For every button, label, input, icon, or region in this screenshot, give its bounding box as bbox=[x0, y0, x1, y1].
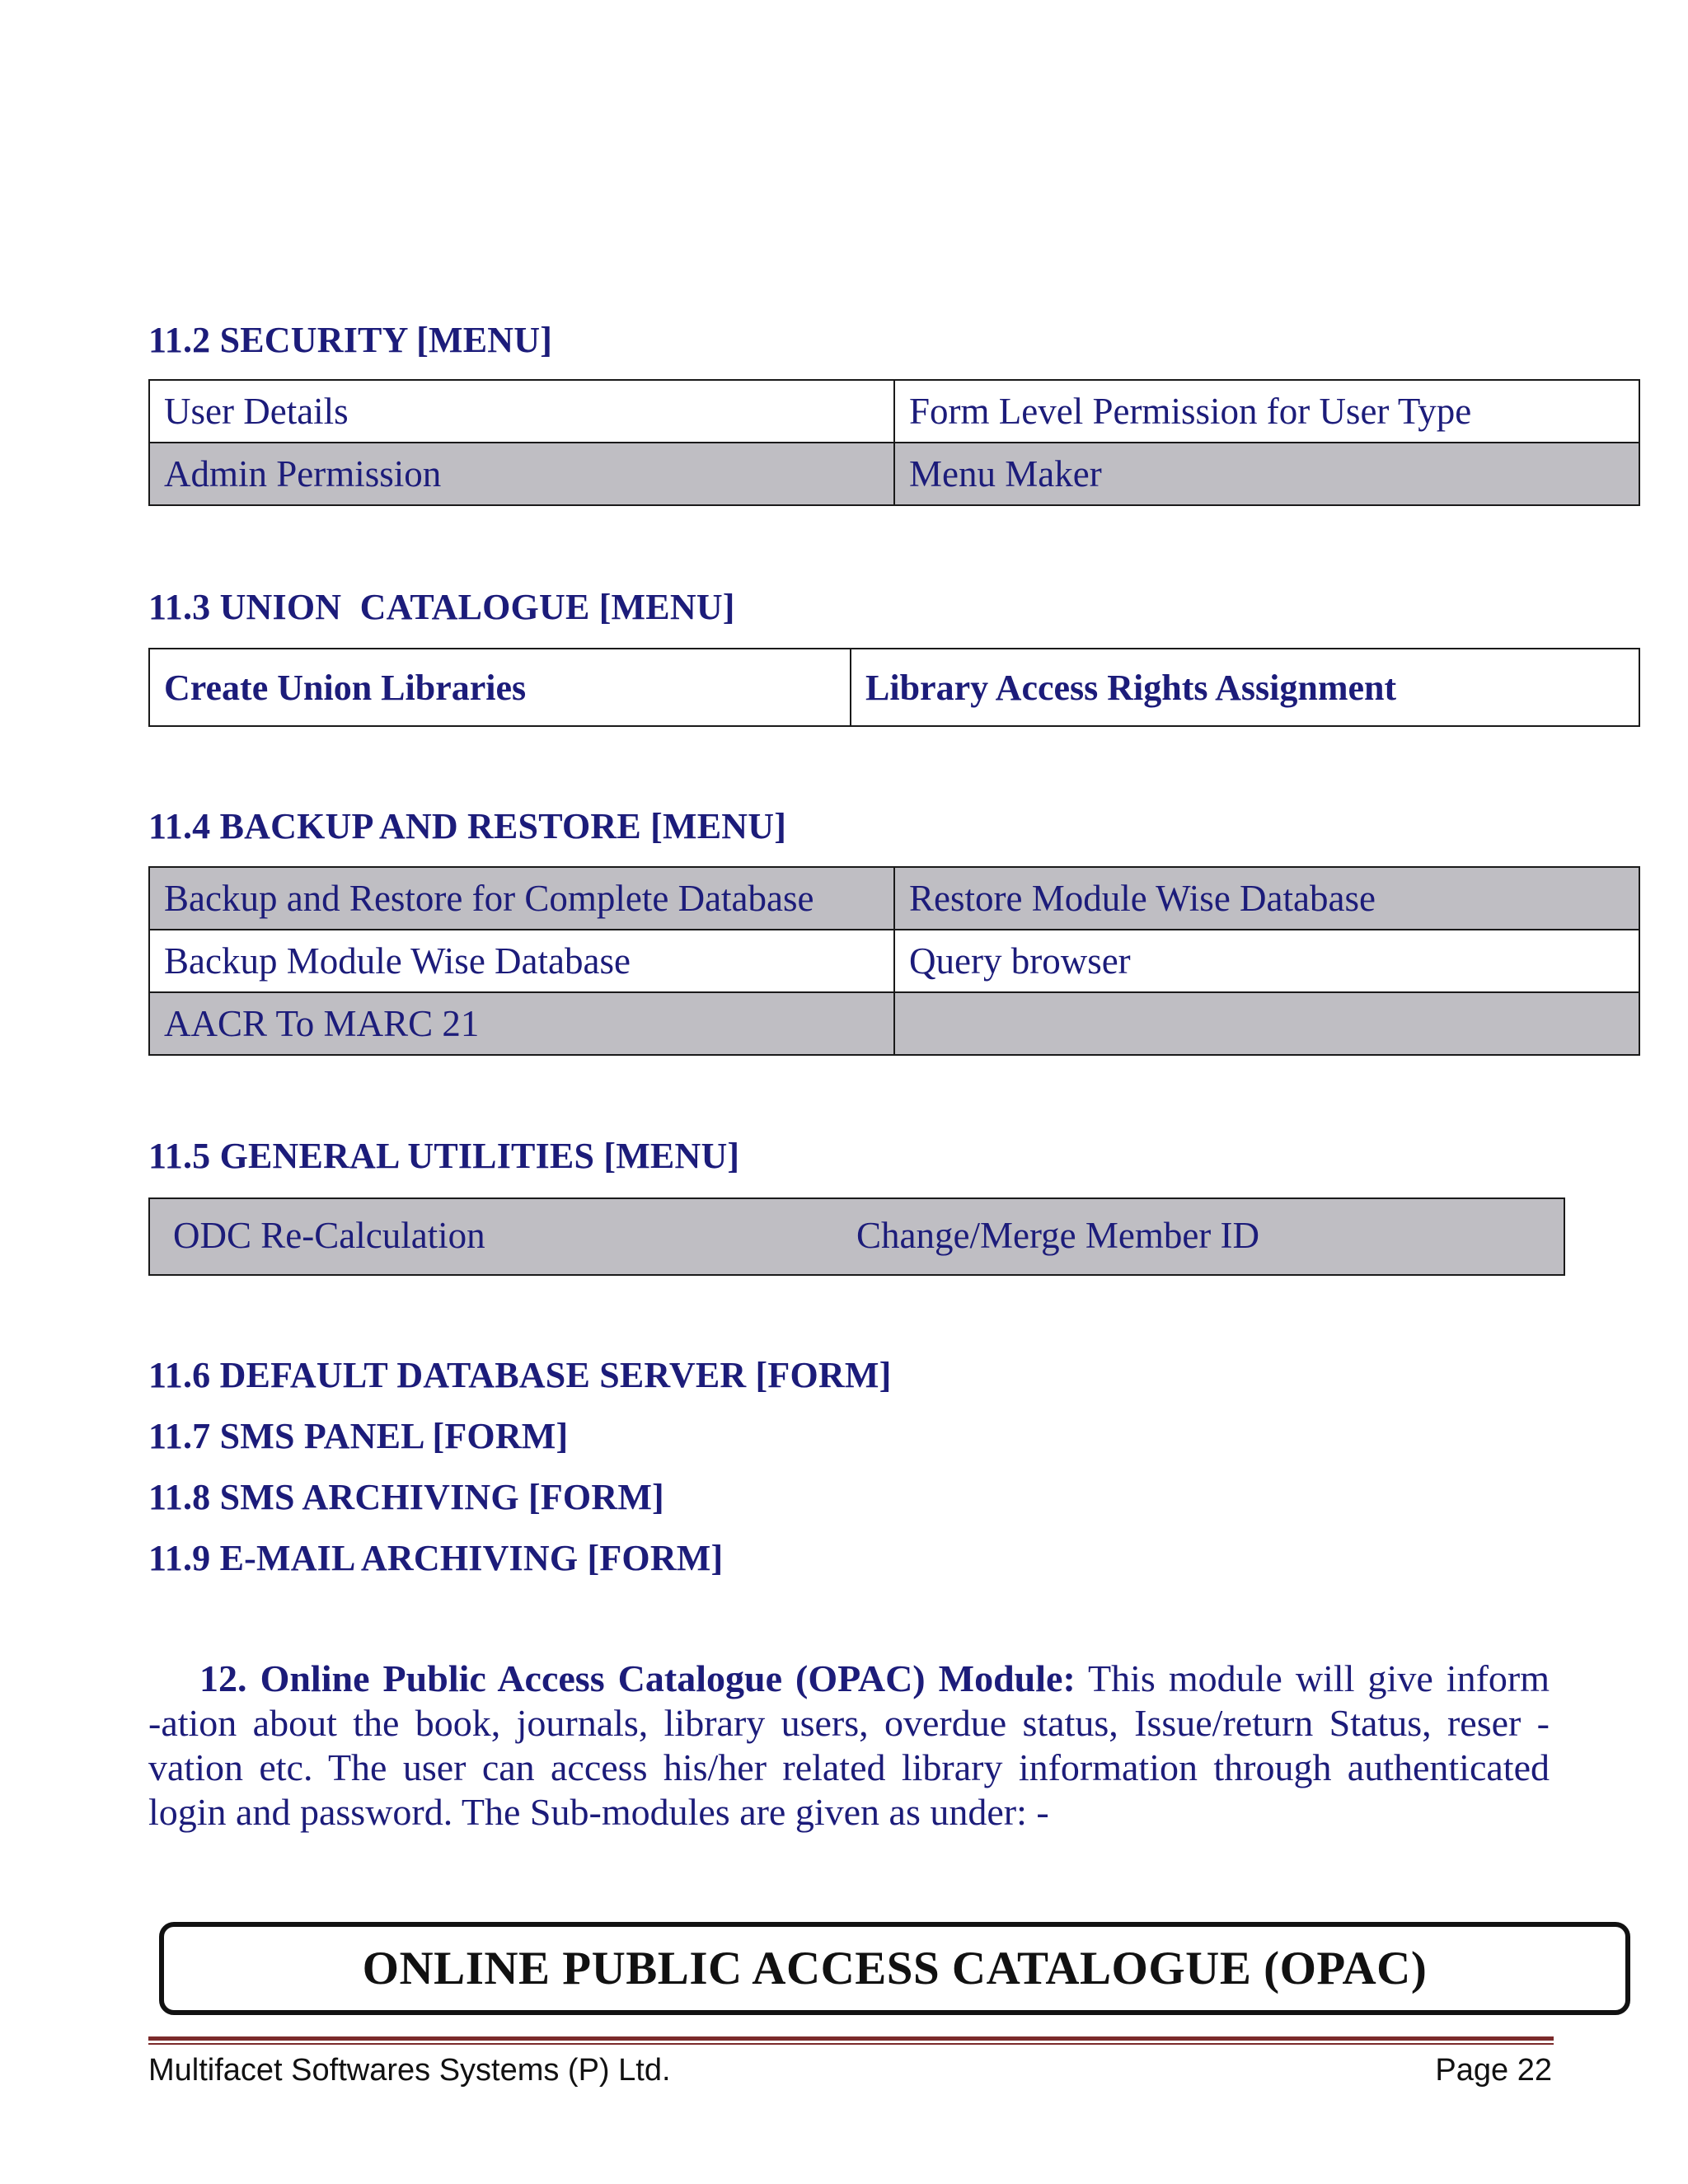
table-row bbox=[149, 649, 1639, 726]
utility-item: Change/Merge Member ID bbox=[856, 1215, 1260, 1256]
section-heading-general-utilities: 11.5 GENERAL UTILITIES [MENU] bbox=[148, 1136, 740, 1176]
table-cell: Backup Module Wise Database bbox=[149, 930, 894, 992]
paragraph-line: -ation about the book, journals, library users, overdue status, Issue/return Status, reser - bbox=[148, 1702, 1550, 1744]
paragraph-text: This module will give inform bbox=[1075, 1657, 1550, 1699]
section-heading-backup-restore: 11.4 BACKUP AND RESTORE [MENU] bbox=[148, 806, 787, 846]
table-row bbox=[149, 930, 1639, 992]
security-menu-table bbox=[148, 379, 1640, 506]
footer-rule bbox=[148, 2043, 1554, 2045]
form-heading: 11.6 DEFAULT DATABASE SERVER [FORM] bbox=[148, 1355, 892, 1395]
section-heading-union-catalogue: 11.3 UNION CATALOGUE [MENU] bbox=[148, 587, 735, 627]
paragraph-line: login and password. The Sub-modules are given as under: - bbox=[148, 1791, 1049, 1833]
utility-item: ODC Re-Calculation bbox=[173, 1215, 485, 1256]
form-heading: 11.8 SMS ARCHIVING [FORM] bbox=[148, 1477, 664, 1517]
opac-description bbox=[148, 1657, 1550, 1835]
table-cell: Create Union Libraries bbox=[149, 649, 851, 726]
table-row bbox=[149, 992, 1639, 1055]
paragraph-line: vation etc. The user can access his/her related library information through authenticated bbox=[148, 1746, 1550, 1788]
table-cell bbox=[894, 992, 1639, 1055]
opac-lead: 12. Online Public Access Catalogue (OPAC) Module: bbox=[199, 1657, 1076, 1699]
opac-banner: ONLINE PUBLIC ACCESS CATALOGUE (OPAC) bbox=[159, 1922, 1630, 2015]
table-cell: AACR To MARC 21 bbox=[149, 992, 894, 1055]
table-row bbox=[149, 867, 1639, 930]
footer-rule bbox=[148, 2036, 1554, 2041]
table-row bbox=[149, 380, 1639, 443]
table-cell: Library Access Rights Assignment bbox=[851, 649, 1639, 726]
form-heading: 11.7 SMS PANEL [FORM] bbox=[148, 1416, 569, 1456]
form-heading: 11.9 E-MAIL ARCHIVING [FORM] bbox=[148, 1538, 724, 1578]
table-cell: Backup and Restore for Complete Database bbox=[149, 867, 894, 930]
table-cell: Query browser bbox=[894, 930, 1639, 992]
paragraph-line bbox=[148, 1657, 1550, 1701]
table-cell: Admin Permission bbox=[149, 443, 894, 505]
table-row bbox=[149, 443, 1639, 505]
table-cell: Form Level Permission for User Type bbox=[894, 380, 1639, 443]
backup-restore-menu-table bbox=[148, 866, 1640, 1056]
page-number: Page 22 bbox=[1435, 2053, 1552, 2088]
table-cell: Restore Module Wise Database bbox=[894, 867, 1639, 930]
table-cell: Menu Maker bbox=[894, 443, 1639, 505]
footer-company: Multifacet Softwares Systems (P) Ltd. bbox=[148, 2053, 671, 2088]
table-cell: User Details bbox=[149, 380, 894, 443]
general-utilities-bar bbox=[148, 1197, 1565, 1276]
union-catalogue-menu-table bbox=[148, 648, 1640, 727]
section-heading-security: 11.2 SECURITY [MENU] bbox=[148, 320, 553, 360]
